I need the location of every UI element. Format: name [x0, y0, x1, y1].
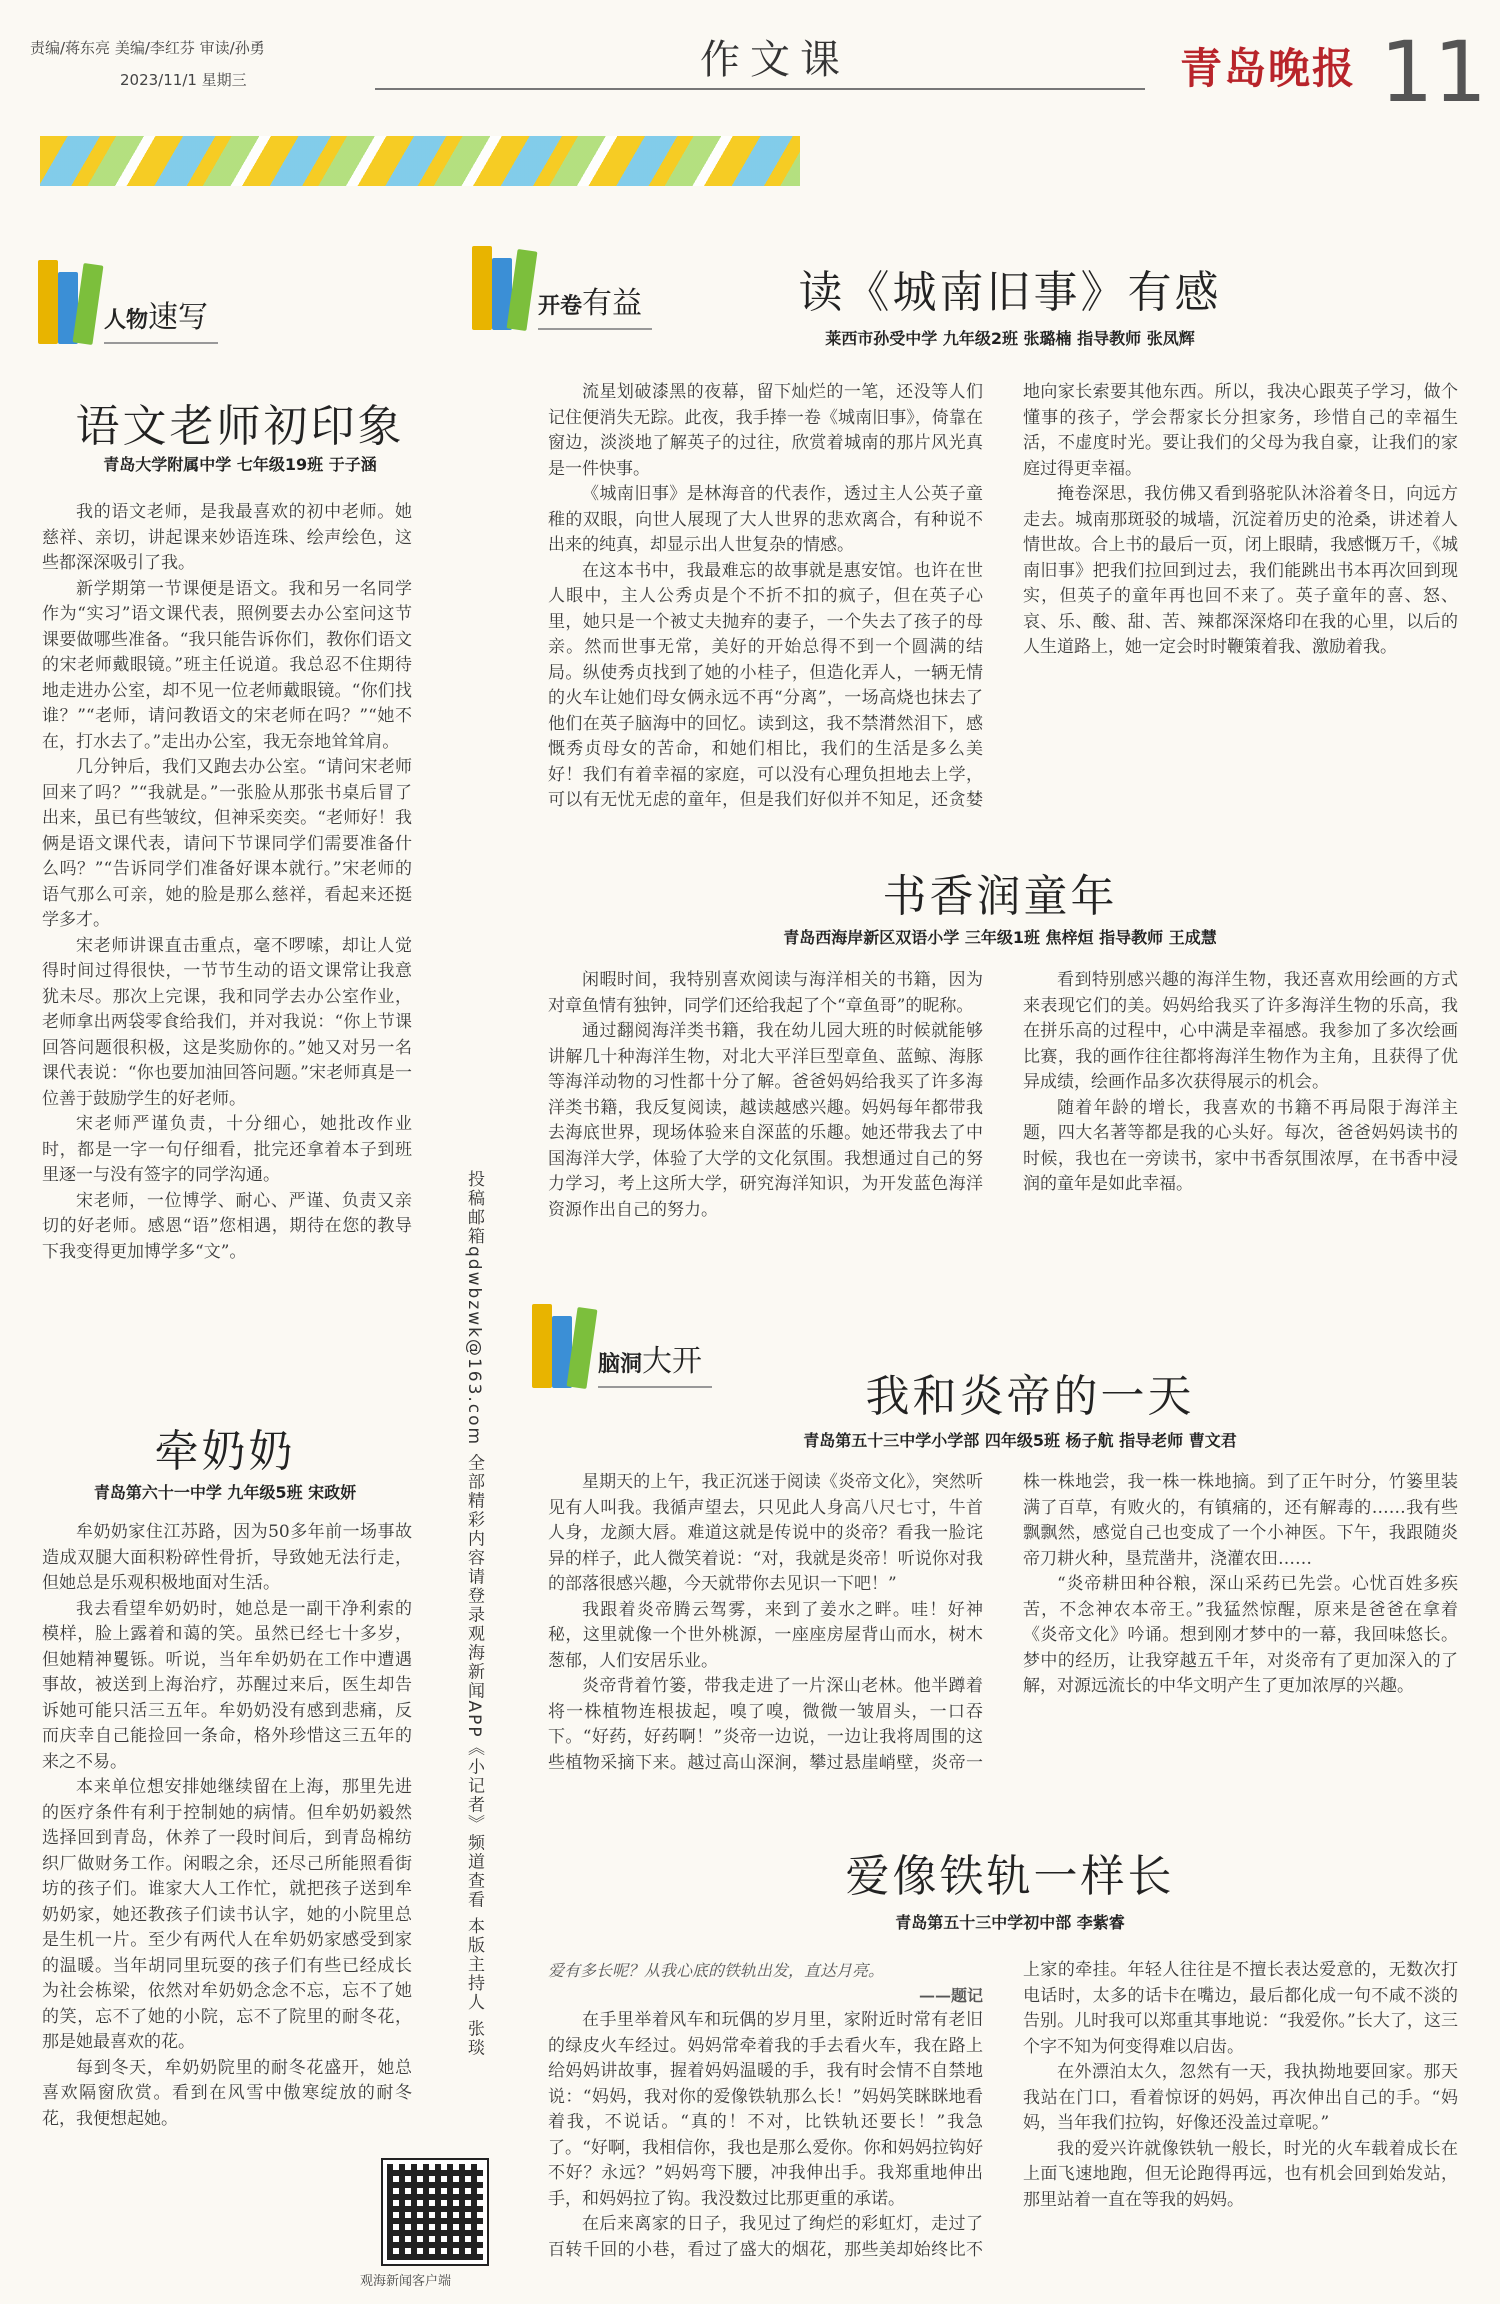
article-title-grandma: 牵奶奶: [154, 1426, 296, 1477]
article-byline-railway: 青岛第五十三中学初中部 李紫睿: [895, 1913, 1125, 1932]
header-date: 2023/11/1 星期三: [120, 71, 247, 89]
header-credits: 责编/蒋东亮 美编/李红芬 审读/孙勇: [30, 39, 265, 57]
article-byline-bookish: 青岛西海岸新区双语小学 三年级1班 焦梓烜 指导教师 王成慧: [783, 928, 1217, 947]
qr-code: [383, 2160, 487, 2264]
category-label-reading: [468, 240, 652, 330]
article-body-teacher: 我的语文老师，是我最喜欢的初中老师。她慈祥、亲切，讲起课来妙语连珠、绘声绘色，这些都深深吸引了我。 新学期第一节课便是语文。我和另一名同学作为“实习”语文课代表，照例要去办公室问这节课要做哪些准备。“我只能告诉你们，教你们语文的宋老师戴眼镜。”班主任说道。我总忍不住期待地走进办公室，却不见一位老师戴眼镜。“你们找谁？”“老师，请问教语文的宋老师在吗？”“她不在，打水去了。”走出办公室，我无奈地耸耸肩。 几分钟后，我们又跑去办公室。“请问宋老师回来了吗？”“我就是。”一张脸从那张书桌后冒了出来，虽已有些皱纹，但神采奕奕。“老师好！我俩是语文课代表，请问下节课同学们需要准备什么吗？”“告诉同学们准备好课本就行。”宋老师的语气那么可亲，她的脸是那么慈祥，看起来还挺学多才。 宋老师讲课直击重点，毫不啰嗦，却让人觉得时间过得很快，一节节生动的语文课常让我意犹未尽。那次上完课，我和同学去办公室作业，老师拿出两袋零食给我们，并对我说：“你上节课回答问题很积极，这是奖励你的。”她又对另一名课代表说：“你也要加油回答问题。”宋老师真是一位善于鼓励学生的好老师。 宋老师严谨负责，十分细心，她批改作业时，都是一字一句仔细看，批完还拿着本子到班里逐一与没有签字的同学沟通。 宋老师，一位博学、耐心、严谨、负责又亲切的好老师。感恩“语”您相遇，期待在您的教导下我变得更加博学多“文”。: [42, 502, 412, 1262]
books-icon: [468, 240, 544, 330]
section-title: 作文课: [700, 37, 850, 83]
page-number: 11: [1380, 23, 1487, 121]
article-body-chengnan: 流星划破漆黑的夜幕，留下灿烂的一笔，还没等人们记住便消失无踪。此夜，我手捧一卷《城南旧事》，倚靠在窗边，淡淡地了解英子的过往，欣赏着城南的那片风光真是一件快事。 《城南旧事》是林海音的代表作，透过主人公英子童稚的双眼，向世人展现了大人世界的悲欢离合，有种说不出来的纯真，却显示出人世复杂的情感。 在这本书中，我最难忘的故事就是惠安馆。也许在世人眼中，主人公秀贞是个不折不扣的疯子，但在英子心里，她只是一个被丈夫抛弃的妻子，一个失去了孩子的母亲。然而世事无常，美好的开始总得不到一个圆满的结局。纵使秀贞找到了她的小桂子，但造化弄人，一辆无情的火车让她们母女俩永远不再“分离”，一场高烧也抹去了他们在英子脑海中的回忆。读到这，我不禁潸然泪下，感慨秀贞母女的苦命，和她们相比，我们的生活是多么美好！我们有着幸福的家庭，可以没有心理负担地去上学，可以有无忧无虑的童年，但是我们好似并不知足，还贪婪地向家长索要其他东西。所以，我决心跟英子学习，做个懂事的孩子，学会帮家长分担家务，珍惜自己的幸福生活，不虚度时光。要让我们的父母为我自豪，让我们的家庭过得更幸福。 掩卷深思，我仿佛又看到骆驼队沐浴着冬日，向远方走去。城南那斑驳的城墙，沉淀着历史的沧桑，讲述着人情世故。合上书的最后一页，闭上眼睛，我感慨万千，《城南旧事》把我们拉回到过去，我们能跳出书本再次回到现实，但英子的童年再也回不来了。英子童年的喜、怒、哀、乐、酸、甜、苦、辣都深深烙印在我的心里，以后的人生道路上，她一定会时时鞭策着我、激励着我。: [548, 382, 1458, 810]
article-body-grandma: 牟奶奶家住江苏路，因为50多年前一场事故造成双腿大面积粉碎性骨折，导致她无法行走，但她总是乐观积极地面对生活。 我去看望牟奶奶时，她总是一副干净利索的模样，脸上露着和蔼的笑。虽然已经七十多岁，但她精神矍铄。听说，当年牟奶奶在工作中遭遇事故，被送到上海治疗，苏醒过来后，医生却告诉她可能只活三五年。牟奶奶没有感到悲痛，反而庆幸自己能捡回一条命，格外珍惜这三五年的来之不易。 本来单位想安排她继续留在上海，那里先进的医疗条件有利于控制她的病情。但牟奶奶毅然选择回到青岛，休养了一段时间后，到青岛棉纺织厂做财务工作。闲暇之余，还尽己所能照看街坊的孩子们。谁家大人工作忙，就把孩子送到牟奶奶家，她还教孩子们读书认字，她的小院里总是生机一片。至少有两代人在牟奶奶家感受到家的温暖。当年胡同里玩耍的孩子们有些已经成长为社会栋梁，依然对牟奶奶念念不忘，忘不了她的笑，忘不了她的小院，忘不了院里的耐冬花，那是她最喜欢的花。 每到冬天，牟奶奶院里的耐冬花盛开，她总喜欢隔窗欣赏。看到在风雪中傲寒绽放的耐冬花，我便想起她。: [42, 1522, 412, 2129]
submission-notice: 投稿邮箱qdwbzwk@163.com 全部精彩内容请登录观海新闻APP《小记者》频道查看 本版主持人 张琰: [464, 1170, 484, 2058]
brand-logo: 青岛晚报: [1180, 44, 1357, 93]
article-byline-yandi: 青岛第五十三中学小学部 四年级5班 杨子航 指导老师 曹文君: [803, 1431, 1237, 1450]
article-body-railway: 爱有多长呢？从我心底的铁轨出发，直达月亮。 ——题记 在手里举着风车和玩偶的岁月里，家附近时常有老旧的绿皮火车经过。妈妈常牵着我的手去看火车，我在路上给妈妈讲故事，握着妈妈温暖的手，我有时会情不自禁地说：“妈妈，我对你的爱像铁轨那么长！”妈妈笑眯眯地看着我，不说话。“真的！不对，比铁轨还要长！”我急了。“好啊，我相信你，我也是那么爱你。你和妈妈拉钩好不好？永远？”妈妈弯下腰，冲我伸出手。我郑重地伸出手，和妈妈拉了钩。我没数过比那更重的承诺。 在后来离家的日子，我见过了绚烂的彩虹灯，走过了百转千回的小巷，看过了盛大的烟花，那些美却始终比不上家的牵挂。年轻人往往是不擅长表达爱意的，无数次打电话时，太多的话卡在嘴边，最后都化成一句不咸不淡的告别。儿时我可以郑重其事地说：“我爱你。”长大了，这三个字不知为何变得难以启齿。 在外漂泊太久，忽然有一天，我执拗地要回家。那天我站在门口，看着惊讶的妈妈，再次伸出自己的手。“妈妈，当年我们拉钩，好像还没盖过章呢。” 我的爱兴许就像铁轨一般长，时光的火车载着成长在上面飞速地跑，但无论跑得再远，也有机会回到始发站，那里站着一直在等我的妈妈。: [548, 1960, 1458, 2260]
category-label-imagination: [528, 1298, 712, 1388]
article-body-bookish: 闲暇时间，我特别喜欢阅读与海洋相关的书籍，因为对章鱼情有独钟，同学们还给我起了个“章鱼哥”的昵称。 通过翻阅海洋类书籍，我在幼儿园大班的时候就能够讲解几十种海洋生物，对北大平洋巨型章鱼、蓝鲸、海豚等海洋动物的习性都十分了解。爸爸妈妈给我买了许多海洋类书籍，我反复阅读，越读越感兴趣。妈妈每年都带我去海底世界，现场体验来自深蓝的乐趣。她还带我去了中国海洋大学，体验了大学的文化氛围。我想通过自己的努力学习，考上这所大学，研究海洋知识，为开发蓝色海洋资源作出自己的努力。 看到特别感兴趣的海洋生物，我还喜欢用绘画的方式来表现它们的美。妈妈给我买了许多海洋生物的乐高，我在拼乐高的过程中，心中满是幸福感。我参加了多次绘画比赛，我的画作往往都将海洋生物作为主角，且获得了优异成绩，绘画作品多次获得展示的机会。 随着年龄的增长，我喜欢的书籍不再局限于海洋主题，四大名著等都是我的心头好。每次，爸爸妈妈读书的时候，我也在一旁读书，家中书香氛围浓厚，在书香中浸润的童年是如此幸福。: [548, 970, 1458, 1220]
category-text: 人物速写: [104, 292, 218, 344]
article-title-railway: 爱像铁轨一样长: [845, 1851, 1175, 1902]
books-icon: [34, 254, 110, 344]
article-title-yandi: 我和炎帝的一天: [865, 1371, 1195, 1422]
article-title-teacher: 语文老师初印象: [75, 401, 405, 452]
category-label-people: [34, 254, 218, 344]
article-body-yandi: 星期天的上午，我正沉迷于阅读《炎帝文化》，突然听见有人叫我。我循声望去，只见此人身高八尺七寸，牛首人身，龙颜大唇。难道这就是传说中的炎帝？看我一脸诧异的样子，此人微笑着说：“对，我就是炎帝！听说你对我的部落很感兴趣，今天就带你去见识一下吧！” 我跟着炎帝腾云驾雾，来到了姜水之畔。哇！好神秘，这里就像一个世外桃源，一座座房屋背山而水，树木葱郁，人们安居乐业。 炎帝背着竹篓，带我走进了一片深山老林。他半蹲着将一株植物连根拔起，嗅了嗅，微微一皱眉头，一口吞下。“好药，好药啊！”炎帝一边说，一边让我将周围的这些植物采摘下来。越过高山深涧，攀过悬崖峭壁，炎帝一株一株地尝，我一株一株地摘。到了正午时分，竹篓里装满了百草，有败火的，有镇痛的，还有解毒的……我有些飘飘然，感觉自己也变成了一个小神医。下午，我跟随炎帝刀耕火种，垦荒凿井，浇灌农田…… “炎帝耕田种谷粮，深山采药已先尝。心忧百姓多疾苦，不念神农本帝王。”我猛然惊醒，原来是爸爸在拿着《炎帝文化》吟诵。想到刚才梦中的一幕，我回味悠长。梦中的经历，让我穿越五千年，对炎帝有了更加深入的了解，对源远流长的中华文明产生了更加浓厚的兴趣。: [548, 1472, 1458, 1773]
epigraph: 爱有多长呢？从我心底的铁轨出发，直达月亮。: [548, 1961, 885, 1980]
article-byline-grandma: 青岛第六十一中学 九年级5班 宋政妍: [93, 1483, 357, 1502]
article-byline-teacher: 青岛大学附属中学 七年级19班 于子涵: [103, 455, 377, 474]
epigraph-label: ——题记: [918, 1986, 983, 2005]
article-title-chengnan: 读《城南旧事》有感: [798, 267, 1222, 318]
article-title-bookish: 书香润童年: [882, 871, 1118, 922]
category-text: 脑洞大开: [598, 1336, 712, 1388]
books-icon: [528, 1298, 604, 1388]
article-byline-chengnan: 莱西市孙受中学 九年级2班 张璐楠 指导教师 张凤辉: [825, 329, 1195, 348]
header-rule: [375, 88, 1145, 90]
decorative-stripe: [40, 136, 800, 186]
category-text: 开卷有益: [538, 278, 652, 330]
qr-caption: 观海新闻客户端: [360, 2274, 452, 2289]
